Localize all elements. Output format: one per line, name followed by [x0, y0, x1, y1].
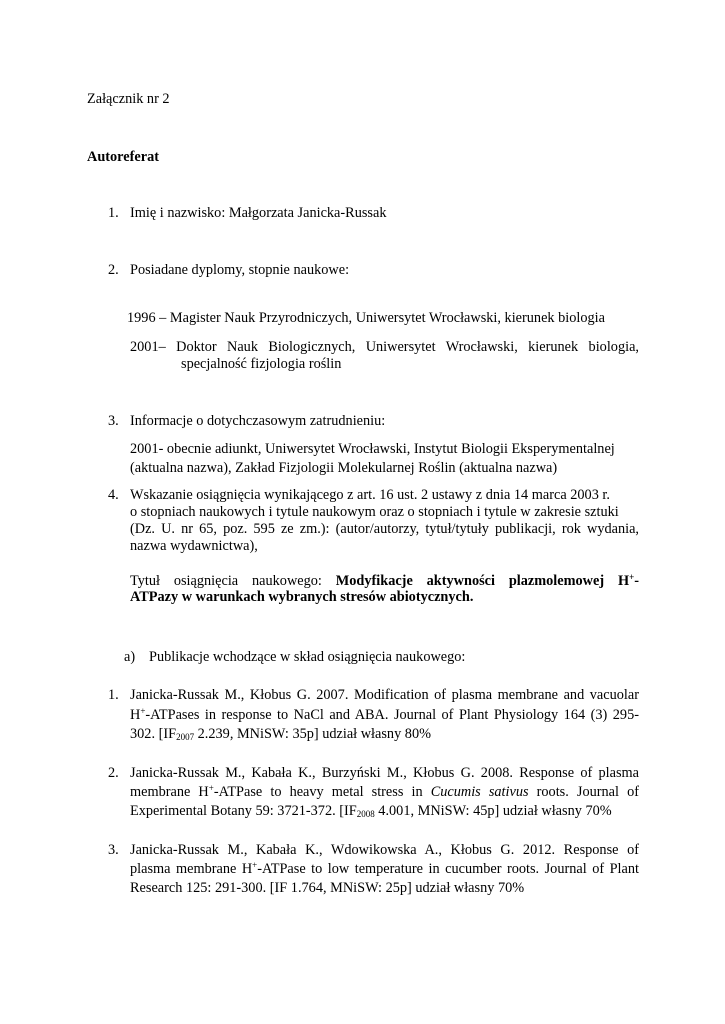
item-number: 3.: [108, 413, 119, 429]
publication-line2: H+-ATPases in response to NaCl and ABA. Journal of Plant Physiology 164 (3) 295-: [130, 706, 639, 723]
name-line: Imię i nazwisko: Małgorzata Janicka-Russak: [130, 205, 387, 221]
sub-text: Publikacje wchodzące w skład osiągnięcia naukowego:: [149, 649, 466, 665]
achievement-title-label: Tytuł osiągnięcia naukowego:: [130, 573, 322, 589]
degree-phd-line1: 2001– Doktor Nauk Biologicznych, Uniwersytet Wrocławski, kierunek biologia,: [130, 339, 639, 355]
publication-number: 3.: [108, 842, 119, 858]
diplomas-heading: Posiadane dyplomy, stopnie naukowe:: [130, 262, 350, 278]
achievement-line4: nazwa wydawnictwa),: [130, 538, 258, 554]
item-number: 2.: [108, 262, 119, 278]
achievement-title-text: Modyfikacje aktywności plazmolemowej H+-: [335, 572, 640, 589]
sub-label: a): [124, 649, 136, 665]
publication-line1: Janicka-Russak M., Kłobus G. 2007. Modification of plasma membrane and vacuolar: [130, 687, 639, 703]
item-number: 4.: [108, 487, 119, 503]
employment-heading: Informacje o dotychczasowym zatrudnieniu:: [130, 413, 386, 429]
publication-line2: membrane H+-ATPase to heavy metal stress in Cucumis sativus roots. Journal of: [130, 783, 639, 800]
publication-number: 2.: [108, 765, 119, 781]
publication-number: 1.: [108, 687, 119, 703]
achievement-title-line2: ATPazy w warunkach wybranych stresów abiotycznych.: [130, 589, 474, 605]
publication-line3: 302. [$IF_{2007}$ 2.239, MNiSW: 35p] udział własny 80%: [130, 726, 432, 742]
publication-line3: Research 125: 291-300. [IF 1.764, MNiSW: 25p] udział własny 70%: [130, 880, 525, 896]
achievement-line2: o stopniach naukowych i tytule naukowym oraz o stopniach i tytule w zakresie sztuki: [130, 504, 619, 520]
achievement-line1: Wskazanie osiągnięcia wynikającego z art. 16 ust. 2 ustawy z dnia 14 marca 2003 r.: [130, 487, 610, 503]
document-title: Autoreferat: [87, 149, 159, 165]
degree-phd-line2: specjalność fizjologia roślin: [181, 356, 342, 372]
attachment-label: Załącznik nr 2: [87, 91, 170, 107]
publication-line1: Janicka-Russak M., Kabała K., Burzyński M., Kłobus G. 2008. Response of plasma: [130, 765, 639, 781]
achievement-line3: (Dz. U. nr 65, poz. 595 ze zm.): (autor/autorzy, tytuł/tytuły publikacji, rok wydania,: [130, 521, 639, 537]
publication-line2: plasma membrane H+-ATPase to low temperature in cucumber roots. Journal of Plant: [130, 860, 639, 877]
publication-line3: Experimental Botany 59: 3721-372. [$IF_{2008}$ 4.001, MNiSW: 45p] udział własny 70%: [130, 803, 612, 819]
degree-master: 1996 – Magister Nauk Przyrodniczych, Uniwersytet Wrocławski, kierunek biologia: [127, 310, 605, 326]
employment-line2: (aktualna nazwa), Zakład Fizjologii Molekularnej Roślin (aktualna nazwa): [130, 460, 558, 476]
item-number: 1.: [108, 205, 119, 221]
publication-line1: Janicka-Russak M., Kabała K., Wdowikowska A., Kłobus G. 2012. Response of: [130, 842, 639, 858]
employment-line1: 2001- obecnie adiunkt, Uniwersytet Wrocławski, Instytut Biologii Eksperymentalnej: [130, 441, 615, 457]
